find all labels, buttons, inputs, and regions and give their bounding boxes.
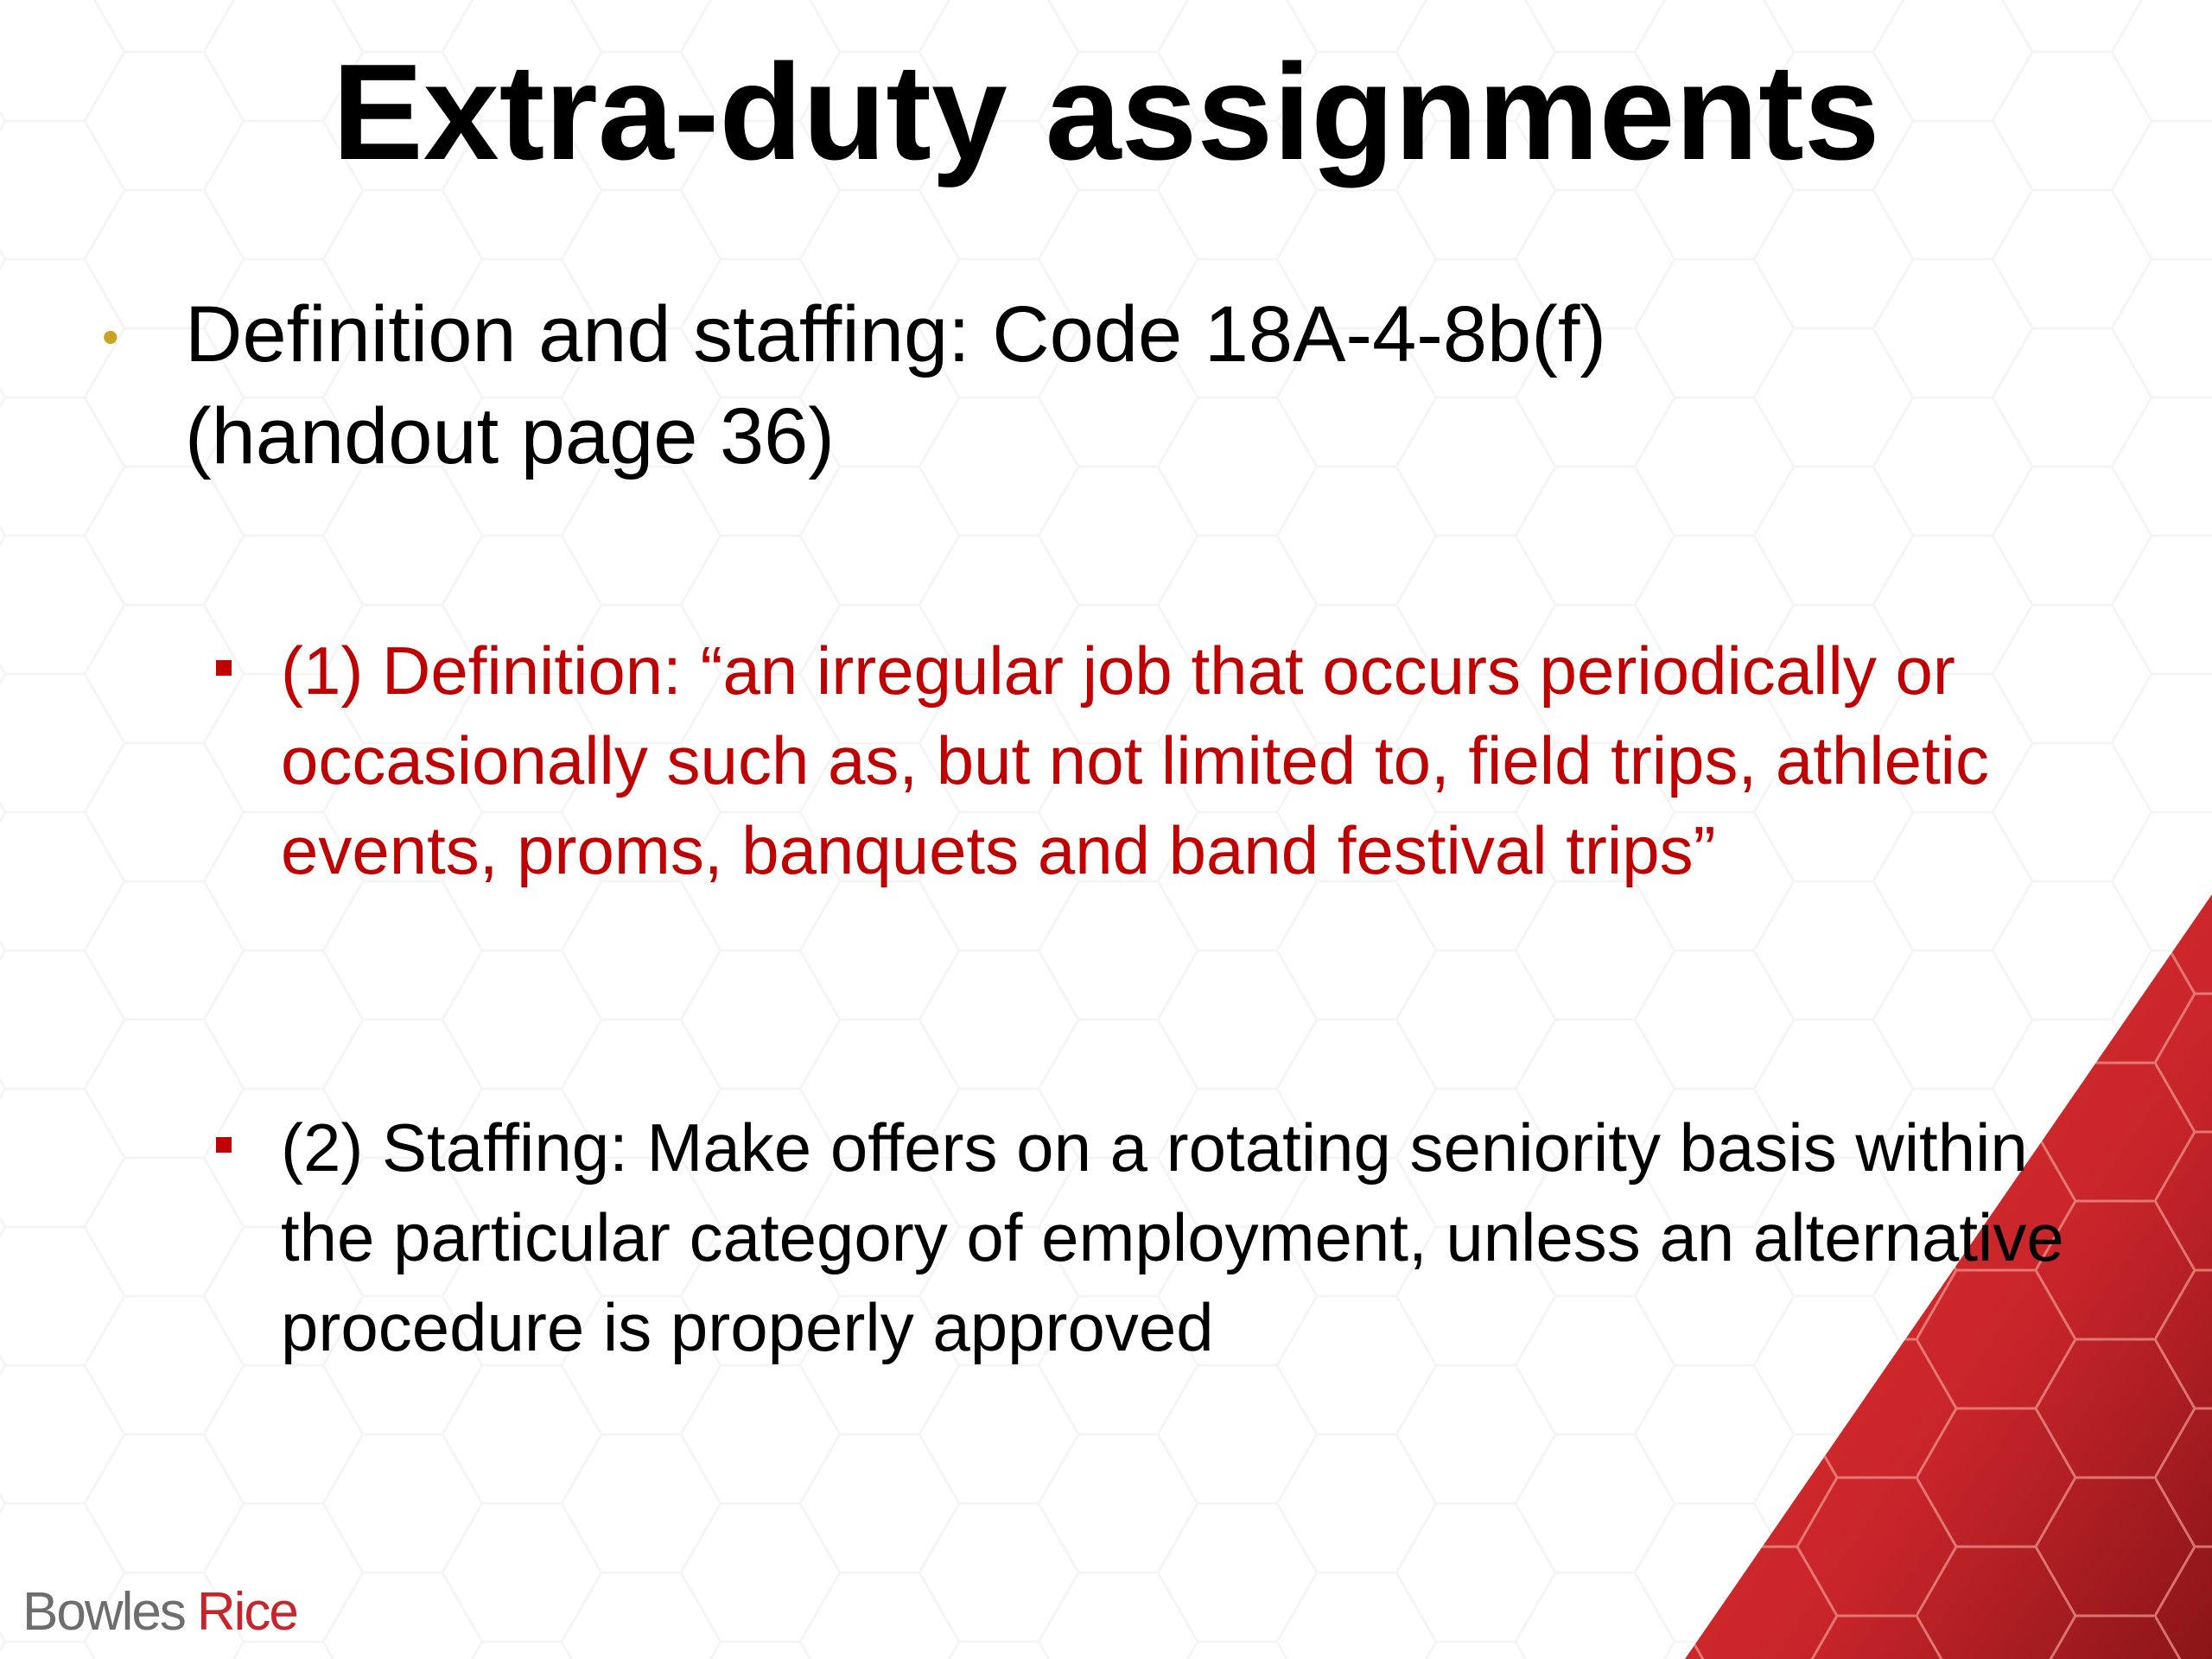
bullet-dot-icon: • — [102, 309, 119, 364]
logo-word-bowles: Bowles — [22, 1582, 185, 1642]
bullet-text: Definition and staffing: Code 18A-4-8b(f) (handout page 36) — [185, 290, 1607, 480]
sub-bullet-text: (2) Staffing: Make offers on a rotating seniority basis within the particular category of employment, unless an alternative procedure is properly approved — [281, 1109, 2064, 1365]
sub-bullet-text: (1) Definition: “an irregular job that occurs periodically or occasionally such as, but not limited to, field trips, athletic events, proms, banquets and band festival trips” — [281, 632, 1989, 888]
logo-word-rice: Rice — [196, 1582, 297, 1642]
slide-title: Extra-duty assignments — [332, 36, 1880, 188]
bowles-rice-logo — [22, 1578, 297, 1647]
square-bullet-icon — [216, 660, 232, 676]
square-bullet-icon — [216, 1137, 232, 1153]
